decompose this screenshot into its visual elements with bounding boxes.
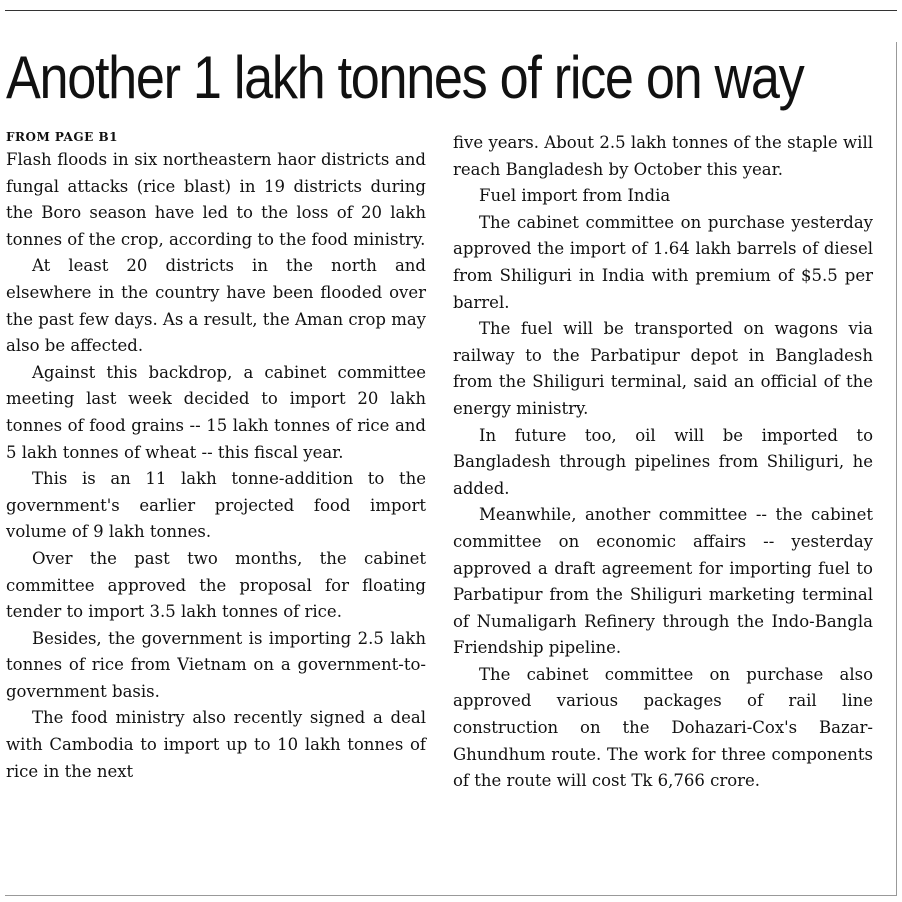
paragraph: five years. About 2.5 lakh tonnes of the staple will reach Bangladesh by October this year.: [453, 133, 873, 179]
right-rule: [896, 42, 897, 896]
paragraph: Over the past two months, the cabinet committee approved the proposal for floating tender to import 3.5 lakh tonnes of rice.: [6, 548, 426, 622]
paragraph: In future too, oil will be imported to Bangladesh through pipelines from Shiliguri, he added.: [453, 425, 873, 498]
article-column-right: [453, 130, 873, 795]
bottom-rule: [5, 895, 897, 896]
paragraph: The cabinet committee on purchase also approved various packages of rail line construction on the Dohazari-Cox's Bazar-Ghundhum route. The work for three components of the route will cost Tk 6,766 crore.: [453, 664, 873, 791]
paragraph: The food ministry also recently signed a deal with Cambodia to import up to 10 lakh tonnes of rice in the next: [6, 708, 426, 781]
paragraph: The cabinet committee on purchase yesterday approved the import of 1.64 lakh barrels of diesel from Shiliguri in India with premium of $5.5 per barrel.: [453, 212, 873, 312]
paragraph: The fuel will be transported on wagons via railway to the Parbatipur depot in Bangladesh from the Shiliguri terminal, said an official of the energy ministry.: [453, 319, 873, 418]
paragraph: Against this backdrop, a cabinet committee meeting last week decided to import 20 lakh tonnes of food grains -- 15 lakh tonnes of rice and 5 lakh tonnes of wheat -- this fiscal year.: [6, 362, 426, 462]
paragraph: Flash floods in six northeastern haor districts and fungal attacks (rice blast) in 19 districts during the Boro season have led to the loss of 20 lakh tonnes of the crop, according to the food ministry.: [6, 150, 426, 249]
paragraph: Meanwhile, another committee -- the cabinet committee on economic affairs -- yesterday approved a draft agreement for importing fuel to Parbatipur from the Shiliguri marketing terminal of Numaligarh Refinery through the Indo-Bangla Friendship pipeline.: [453, 505, 873, 658]
top-rule: [5, 10, 897, 11]
paragraph: Besides, the government is importing 2.5 lakh tonnes of rice from Vietnam on a government-to-government basis.: [6, 628, 426, 701]
headline: Another 1 lakh tonnes of rice on way: [6, 44, 804, 111]
paragraph: This is an 11 lakh tonne-addition to the government's earlier projected food import volume of 9 lakh tonnes.: [6, 469, 426, 542]
article-column-left: [6, 127, 426, 785]
jump-line: FROM PAGE B1: [6, 130, 118, 144]
paragraph: At least 20 districts in the north and elsewhere in the country have been flooded over the past few days. As a result, the Aman crop may also be affected.: [6, 256, 426, 356]
subheading: Fuel import from India: [479, 186, 671, 206]
